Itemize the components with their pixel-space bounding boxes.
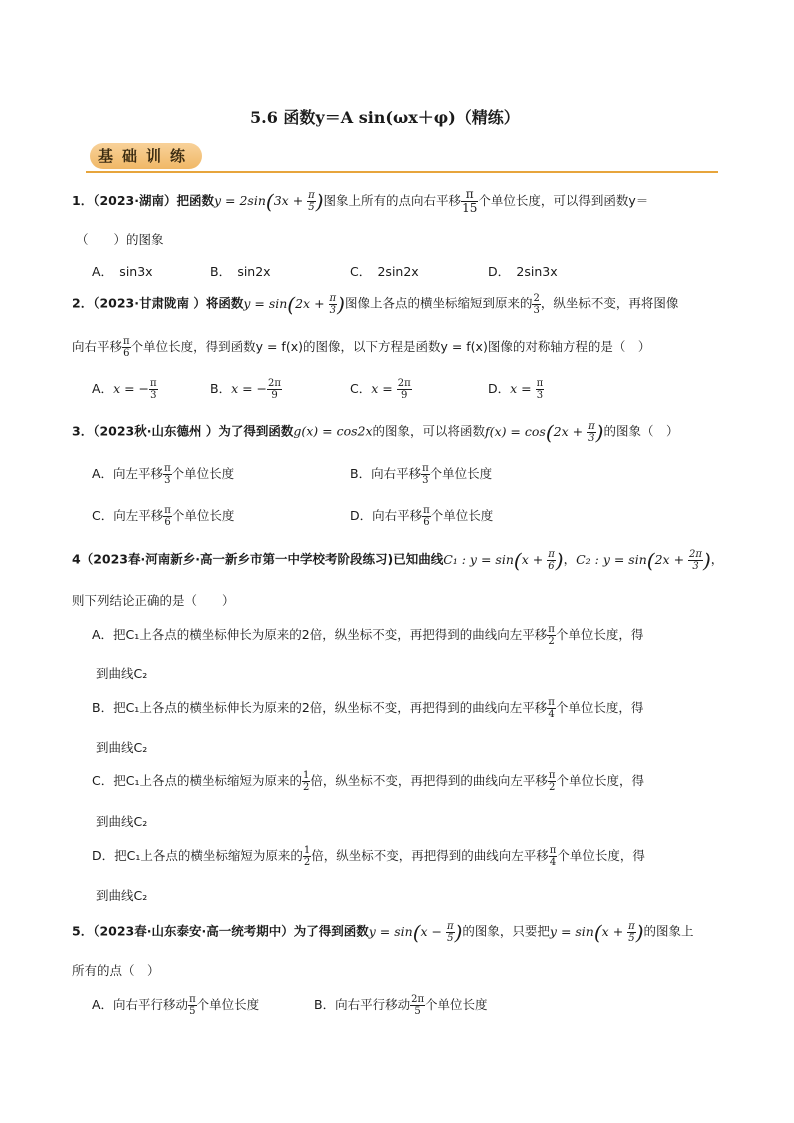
q2-line2a: 向右平移 — [72, 339, 123, 354]
q3-option-a: A．向左平移 $\frac{\pi}{3}$ 个单位长度 — [92, 463, 235, 486]
q2-line2 — [72, 336, 650, 359]
q3-option-b: B．向右平移 $\frac{\pi}{3}$ 个单位长度 — [350, 463, 493, 486]
q4-c2: C₂ : y = sin(2x + $\frac{2\pi}{3}$ ) — [576, 548, 711, 572]
q3-f: f(x) = cos(2x + $\frac{\pi}{3}$ ) — [485, 420, 604, 444]
q4-option-a: A．把C₁上各点的横坐标伸长为原来的2倍，纵坐标不变，再把得到的曲线向左平移 $\frac{\pi}{2}$ 个单位长度，得 — [92, 624, 644, 647]
q1-option-b: B． sin2x — [210, 264, 271, 279]
q1-option-d: D． 2sin3x — [488, 264, 558, 279]
q4-option-d-cont: 到曲线C₂ — [96, 888, 148, 903]
question-2 — [72, 292, 678, 316]
q2-option-b: B．x = − $\frac{2\pi}{9}$ — [210, 378, 281, 401]
q4-prefix: 4（2023春·河南新乡·高一新乡市第一中学校考阶段练习)已知曲线 — [72, 551, 444, 567]
section-label: 基础训练 — [90, 143, 202, 169]
q2-ratio: $\frac{2}{3}$ — [533, 292, 540, 316]
q1-mid: 图象上所有的点向右平移 — [323, 193, 462, 208]
q4-c1: C₁ : y = sin(x + $\frac{\pi}{6}$ ) — [443, 548, 564, 572]
q2-option-a: A．x = − $\frac{\pi}{3}$ — [92, 378, 157, 401]
q4-option-c: C．把C₁上各点的横坐标缩短为原来的 $\frac{1}{2}$ 倍，纵坐标不变，再把得到的曲线向左平移 $\frac{\pi}{2}$ 个单位长度，得 — [92, 770, 644, 793]
q4-option-b-cont: 到曲线C₂ — [96, 740, 148, 755]
q3-suffix: 的图象（ ） — [603, 423, 679, 439]
q5-prefix: 5．（2023春·山东泰安·高一统考期中）为了得到函数 — [72, 923, 369, 939]
q5-line2: 所有的点（ ） — [72, 963, 160, 978]
q3-g: g(x) = cos2x — [293, 423, 373, 439]
q2-func: y = sin(2x + $\frac{\pi}{3}$ ) — [243, 292, 345, 316]
q2-line2b: 个单位长度，得到函数y = f(x)的图像，以下方程是函数y = f(x)图像的对称轴方程的是（ ） — [130, 339, 651, 354]
q1-shift: $\frac{\pi}{15}$ — [462, 187, 478, 215]
q5-suffix: 的图象上 — [643, 923, 694, 939]
q1-option-c: C． 2sin2x — [350, 264, 419, 279]
q4-line2: 则下列结论正确的是（ ） — [72, 593, 235, 608]
page-title: 5.6 函数y＝A sin(ωx＋φ)（精练） — [250, 108, 520, 127]
q1-line2: （ ）的图象 — [76, 232, 164, 247]
q3-option-c: C．向左平移 $\frac{\pi}{6}$ 个单位长度 — [92, 505, 235, 528]
q3-prefix: 3．（2023秋·山东德州 ）为了得到函数 — [72, 423, 294, 439]
q2-option-d: D．x = $\frac{\pi}{3}$ — [488, 378, 544, 401]
q5-option-b: B．向右平行移动 $\frac{2\pi}{5}$ 个单位长度 — [314, 994, 488, 1017]
question-4: 4（2023春·河南新乡·高一新乡市第一中学校考阶段练习)已知曲线C₁ : y = sin(x + $\frac{\pi}{6}$ )，C₂ : y = sin(2x + $\frac{2\pi}{3}$ )， — [72, 548, 724, 572]
section-header — [86, 141, 718, 173]
q2-shift: $\frac{\pi}{6}$ — [123, 336, 130, 359]
question-3 — [72, 420, 678, 444]
question-5 — [72, 920, 694, 944]
q2-mid: 图像上各点的横坐标缩短到原来的 — [344, 295, 533, 311]
q2-option-c: C．x = $\frac{2\pi}{9}$ — [350, 378, 411, 401]
q4-option-b: B．把C₁上各点的横坐标伸长为原来的2倍，纵坐标不变，再把得到的曲线向左平移 $\frac{\pi}{4}$ 个单位长度，得 — [92, 697, 644, 720]
q5-f2: y = sin(x + $\frac{\pi}{5}$ ) — [549, 920, 644, 944]
q2-suffix: ，纵坐标不变，再将图像 — [540, 295, 679, 311]
q1-prefix: 1．（2023·湖南）把函数 — [72, 193, 214, 208]
q1-option-a: A． sin3x — [92, 264, 153, 279]
question-1 — [72, 188, 648, 215]
q4-option-d: D．把C₁上各点的横坐标缩短为原来的 $\frac{1}{2}$ 倍，纵坐标不变，再把得到的曲线向左平移 $\frac{\pi}{4}$ 个单位长度，得 — [92, 845, 645, 868]
q1-suffix: 个单位长度，可以得到函数y＝ — [478, 193, 649, 208]
q5-f1: y = sin(x − $\frac{\pi}{5}$ ) — [368, 920, 463, 944]
q2-prefix: 2．（2023·甘肃陇南 ）将函数 — [72, 295, 244, 311]
q3-option-d: D．向右平移 $\frac{\pi}{6}$ 个单位长度 — [350, 505, 494, 528]
q3-mid: 的图象，可以将函数 — [372, 423, 486, 439]
q5-mid: 的图象，只要把 — [462, 923, 550, 939]
q1-func: y = 2sin(3x + $\frac{\pi}{5}$ ) — [214, 189, 324, 214]
q4-option-a-cont: 到曲线C₂ — [96, 666, 148, 681]
section-rule — [86, 171, 718, 173]
q5-option-a: A．向右平行移动 $\frac{\pi}{5}$ 个单位长度 — [92, 994, 260, 1017]
q4-option-c-cont: 到曲线C₂ — [96, 814, 148, 829]
